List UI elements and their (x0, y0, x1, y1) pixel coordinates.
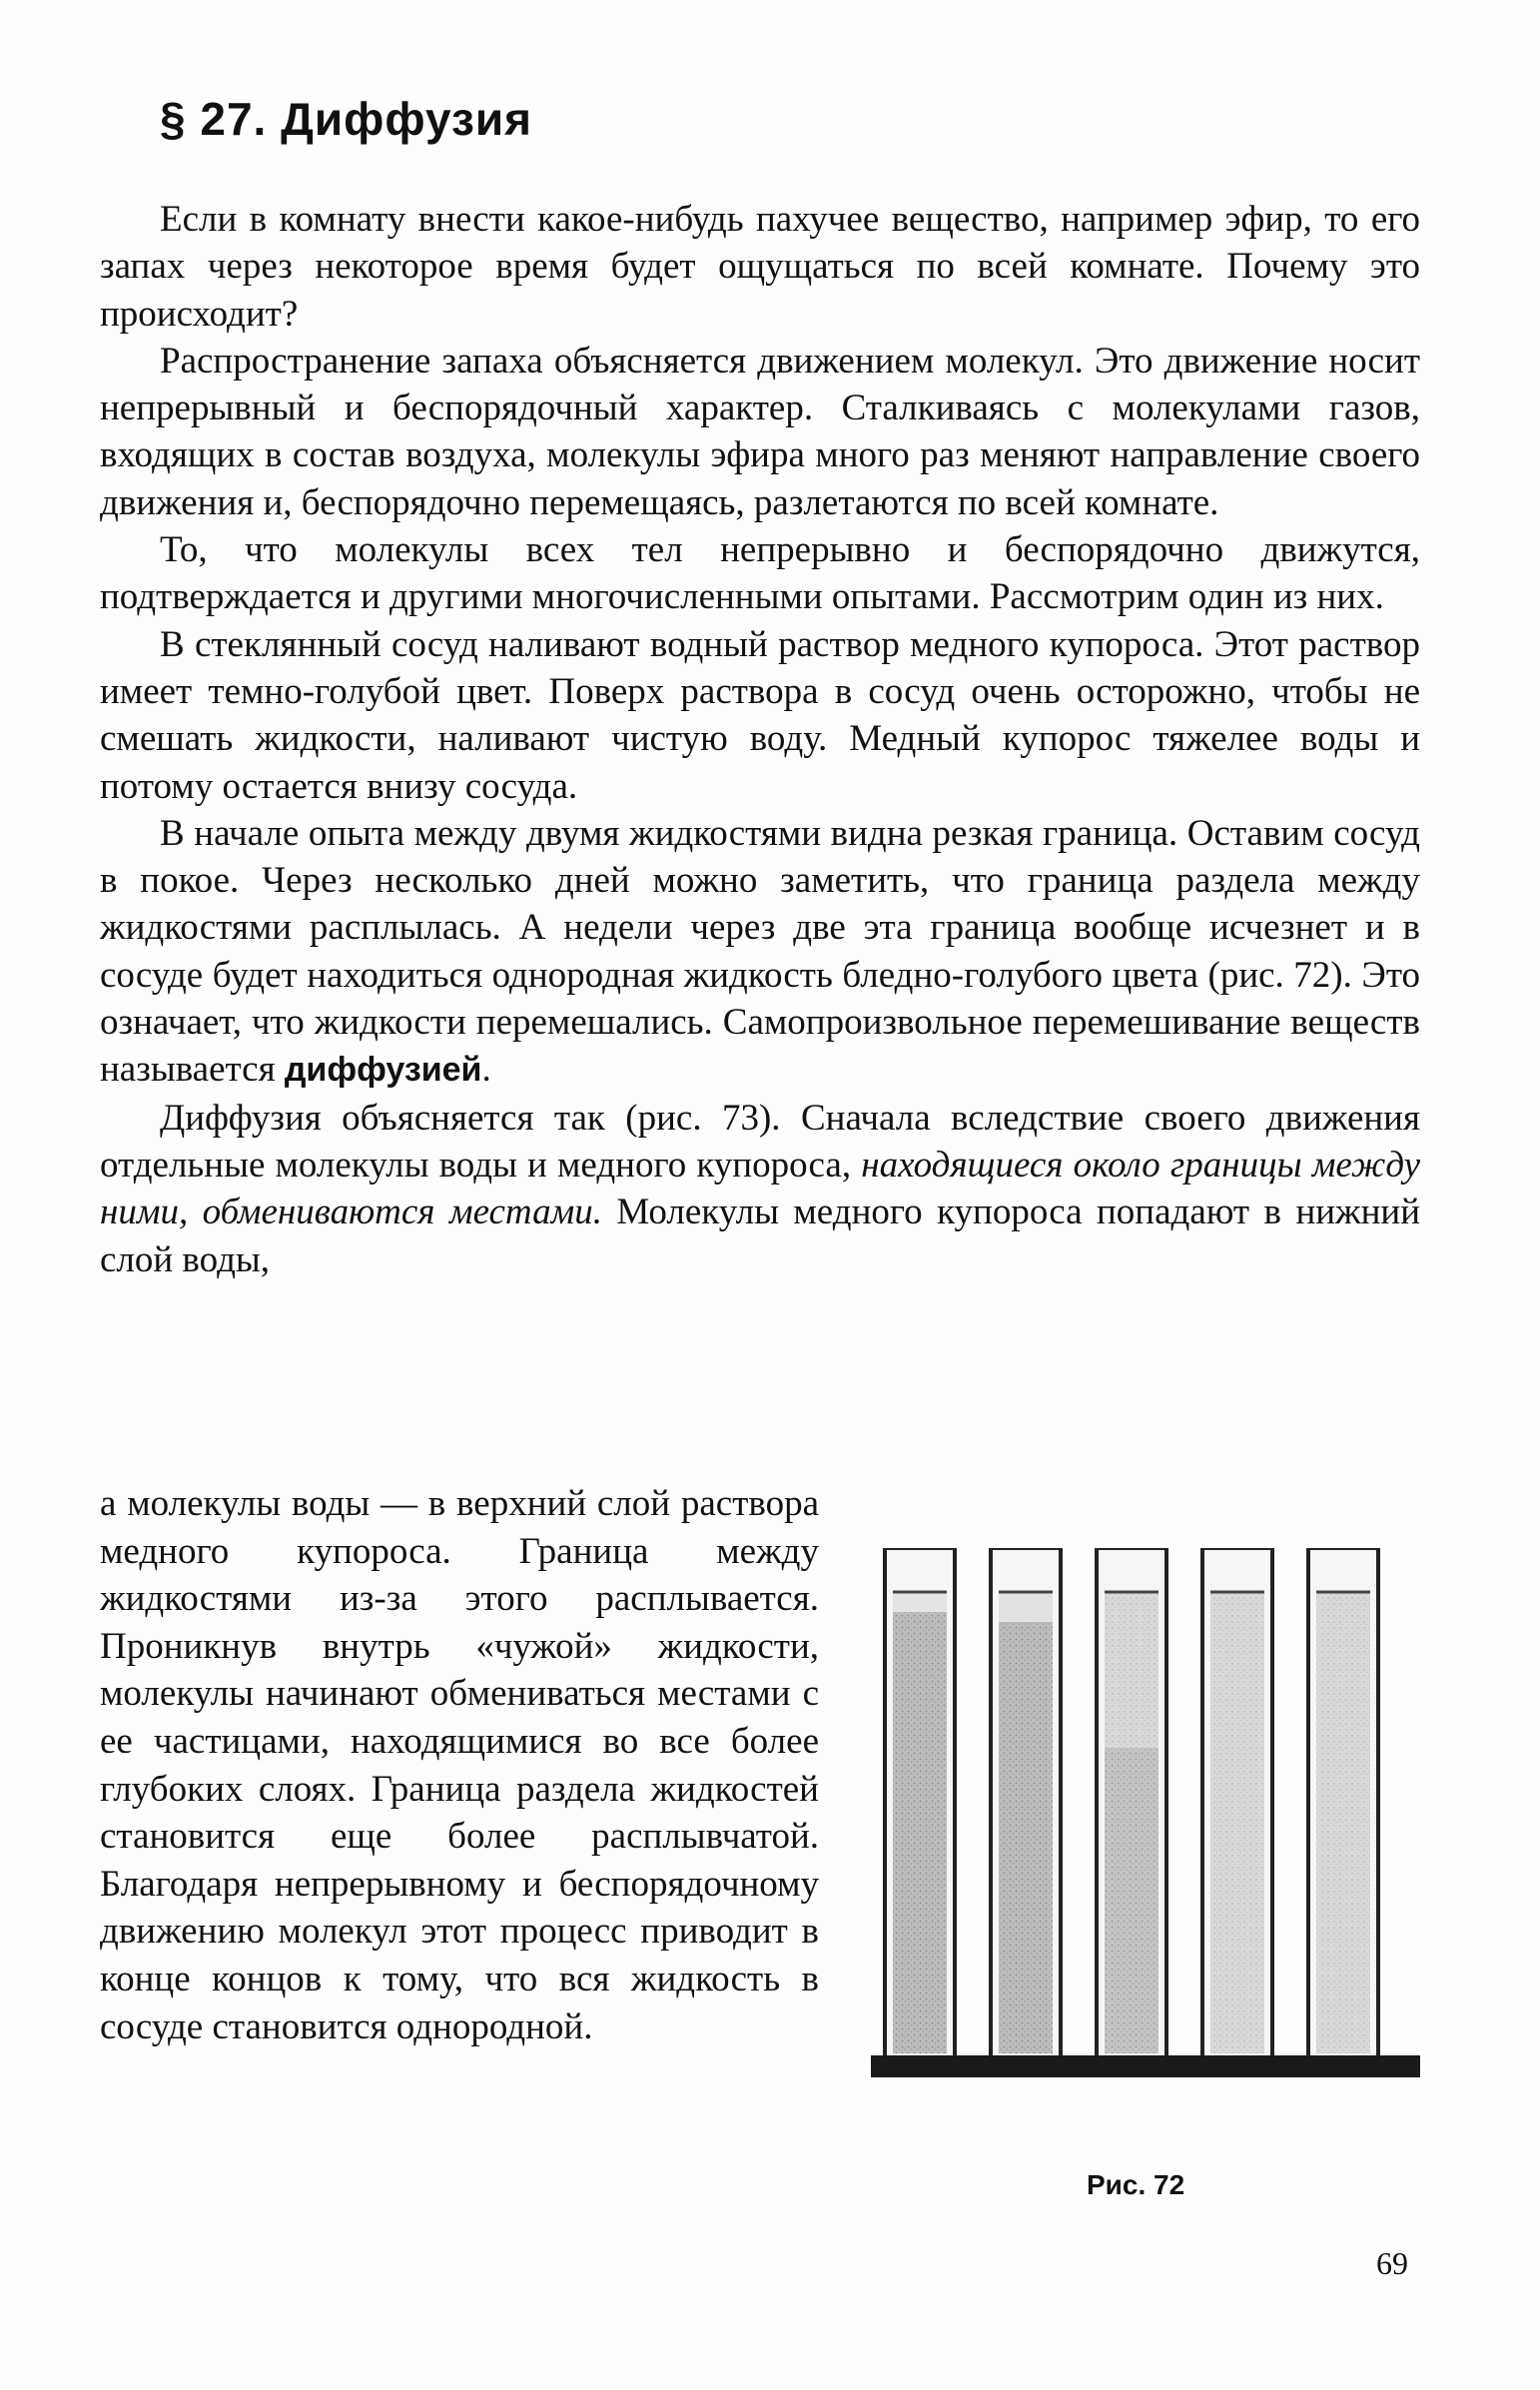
figure-caption: Рис. 72 (1087, 2169, 1185, 2200)
paragraph-6-rest: Молекулы медного купороса попадают в нижний слой воды, (100, 1192, 1421, 1280)
diffusion-cylinders-illustration (871, 1548, 1430, 2117)
paragraph-2: Распространение запаха объясняется движением молекул. Это движение носит непрерывный и беспорядочный характер. Сталкиваясь с молекулами газов, входящих в состав воздуха, молекулы эфира много раз меняют направление своего движения и, беспорядочно перемещаясь, разлетаются по всей комнате. (100, 340, 1420, 523)
cylinder-1 (885, 1548, 955, 2057)
paragraph-5-end: . (481, 1049, 491, 1091)
cylinder-5 (1308, 1548, 1378, 2057)
paragraph-6 (100, 1095, 1420, 1283)
cylinder-2 (991, 1548, 1061, 2057)
paragraph-5-text: В начале опыта между двумя жидкостями видна резкая граница. Оставим сосуд в покое. Через несколько дней можно заметить, что граница раздела между жидкостями расплылась. А недели через две эта граница вообще исчезнет и в сосуде будет находиться однородная жидкость бледно-голубого цвета (рис. 72). Это означает, что жидкости перемешались. Самопроизвольное перемешивание веществ называется (100, 812, 1420, 1091)
diffusion-term: диффузией (284, 1051, 482, 1090)
cylinder-3 (1097, 1548, 1166, 2057)
figure-72 (871, 1548, 1430, 2117)
page-number: 69 (1376, 2245, 1408, 2281)
section-heading: § 27. Диффузия (160, 93, 532, 145)
body-text (100, 196, 1420, 1283)
paragraph-6-continued: а молекулы воды — в верхний слой раствора медного купороса. Граница между жидкостями из-за этого расплывается. Проникнув внутрь «чужой» жидкости, молекулы начинают обмениваться местами с ее частицами, находящимися во все более глубоких слоях. Граница раздела жидкостей становится еще более расплывчатой. Благодаря непрерывному и беспорядочному движению молекул этот процесс приводит в конце концов к тому, что вся жидкость в сосуде становится однородной. (100, 1483, 819, 2047)
paragraph-6-start: Диффузия объясняется так (рис. 73). Сначала вследствие своего движения отдельные молекулы воды и медного купороса, (100, 1097, 1420, 1186)
cylinder-4 (1202, 1548, 1272, 2057)
paragraph-3: То, что молекулы всех тел непрерывно и беспорядочно движутся, подтверждается и другими многочисленными опытами. Рассмотрим один из них. (100, 529, 1420, 618)
cylinder-stand (871, 2055, 1420, 2077)
paragraph-6-italic: находящиеся около границы между ними, обмениваются местами. (100, 1144, 1420, 1233)
paragraph-4: В стеклянный сосуд наливают водный раствор медного купороса. Этот раствор имеет темно-голубой цвет. Поверх раствора в сосуд очень осторожно, чтобы не смешать жидкости, наливают чистую воду. Медный купорос тяжелее воды и потому остается внизу сосуда. (100, 623, 1420, 807)
paragraph-5 (100, 810, 1420, 1095)
paragraph-1: Если в комнату внести какое-нибудь пахучее вещество, например эфир, то его запах через некоторое время будет ощущаться по всей комнате. Почему это происходит? (100, 199, 1420, 335)
